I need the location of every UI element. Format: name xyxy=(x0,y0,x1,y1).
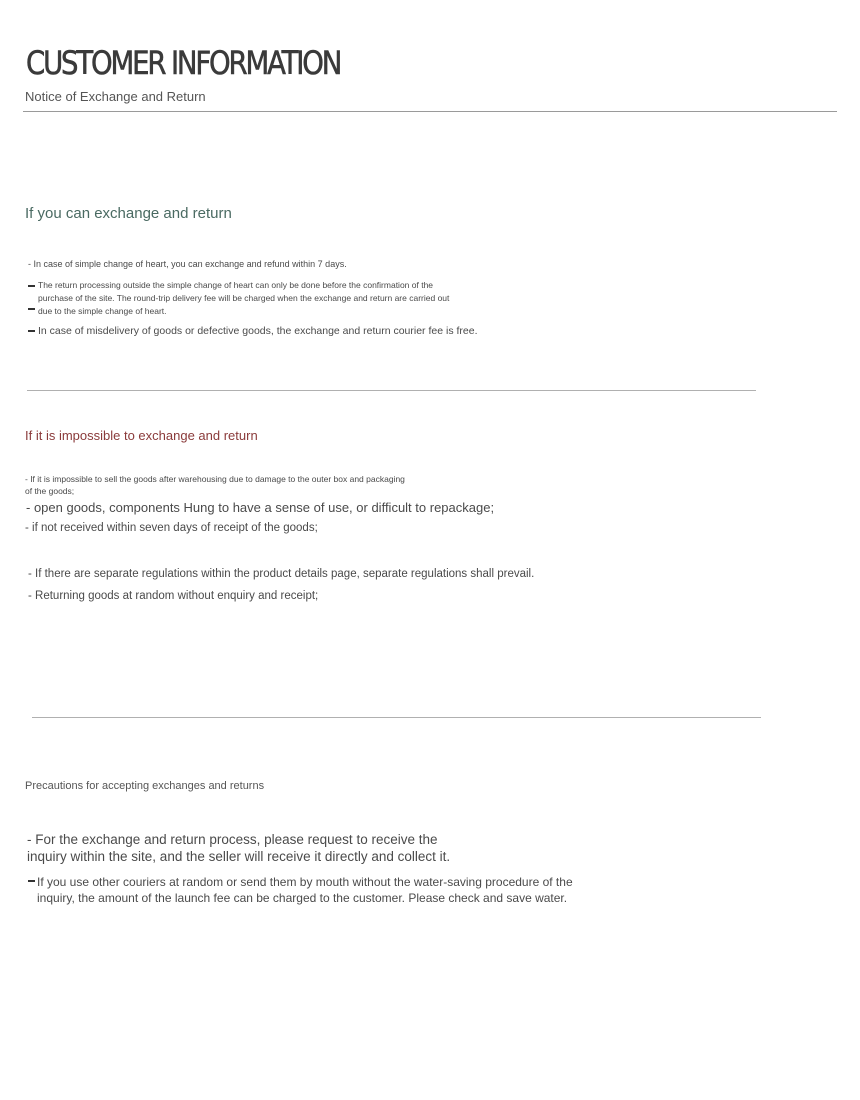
list-item-line: If you use other couriers at random or send them by mouth without the water-saving procedure of the xyxy=(37,875,573,889)
list-item-line: The return processing outside the simple change of heart can only be done before the confirmation of the xyxy=(38,280,434,290)
dash-marker xyxy=(28,880,35,882)
list-item-line: inquiry, the amount of the launch fee can be charged to the customer. Please check and save water. xyxy=(37,891,568,905)
list-item: - In case of simple change of heart, you can exchange and refund within 7 days. xyxy=(28,259,347,269)
dash-marker xyxy=(28,330,35,332)
list-item: - Returning goods at random without enquiry and receipt; xyxy=(28,590,319,602)
header-divider xyxy=(23,111,837,112)
page-subtitle: Notice of Exchange and Return xyxy=(25,89,206,104)
page-title: CUSTOMER INFORMATION xyxy=(26,44,341,82)
list-item: - If there are separate regulations within the product details page, separate regulations shall prevail. xyxy=(28,568,535,580)
section-divider xyxy=(27,390,756,391)
list-item: - open goods, components Hung to have a sense of use, or difficult to repackage; xyxy=(26,500,495,515)
section-divider xyxy=(32,717,761,718)
section-heading-precautions: Precautions for accepting exchanges and returns xyxy=(25,780,265,792)
list-item-line: inquiry within the site, and the seller will receive it directly and collect it. xyxy=(27,849,451,864)
list-item-line: - If it is impossible to sell the goods after warehousing due to damage to the outer box and packaging xyxy=(25,474,405,484)
list-item-line: due to the simple change of heart. xyxy=(38,306,167,316)
list-item-line: purchase of the site. The round-trip delivery fee will be charged when the exchange and return are carried out xyxy=(38,293,450,303)
section-heading-cannot-exchange: If it is impossible to exchange and return xyxy=(25,428,258,443)
section-heading-can-exchange: If you can exchange and return xyxy=(25,205,232,222)
list-item: - if not received within seven days of receipt of the goods; xyxy=(25,522,318,534)
list-item: In case of misdelivery of goods or defective goods, the exchange and return courier fee is free. xyxy=(38,325,478,337)
list-item-line: of the goods; xyxy=(25,486,75,496)
dash-marker xyxy=(28,308,35,310)
dash-marker xyxy=(28,285,35,287)
list-item-line: - For the exchange and return process, please request to receive the xyxy=(27,832,438,847)
